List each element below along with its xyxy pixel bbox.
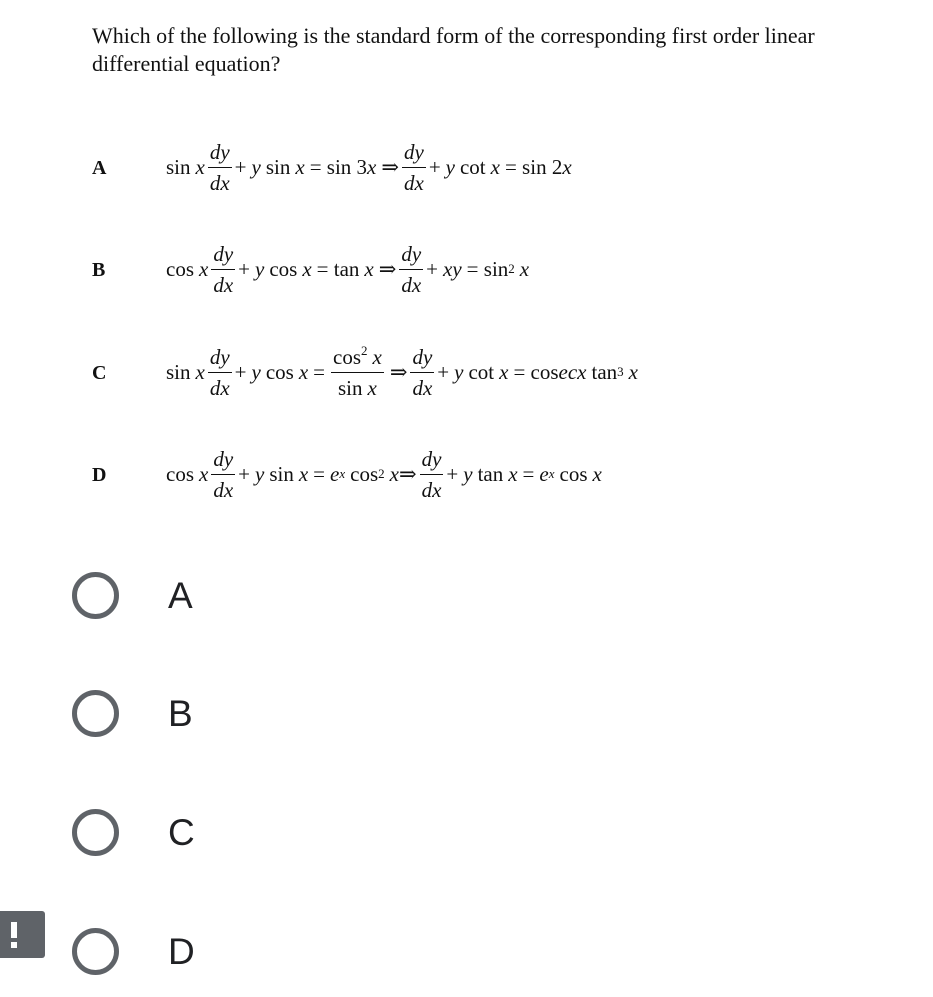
choice-d[interactable] (70, 922, 370, 992)
exclamation-icon[interactable] (0, 911, 45, 958)
radio-unchecked-icon[interactable] (72, 572, 119, 619)
radio-unchecked-icon[interactable] (72, 690, 119, 737)
fraction: $\frac{dy}{dx}$ (421, 446, 442, 502)
implies-arrow: ⇒ (389, 359, 408, 384)
implies-arrow: ⇒ (398, 461, 417, 486)
choice-label[interactable]: D (168, 931, 195, 972)
choice-label[interactable]: A (168, 575, 193, 616)
choice-b[interactable] (70, 684, 370, 754)
option-letter: C (92, 362, 107, 384)
option-letter: A (92, 157, 107, 179)
implies-arrow: ⇒ (381, 154, 399, 179)
fraction: $\frac{dy}{dx}$ (209, 139, 230, 195)
option-row-b (0, 234, 933, 304)
choice-c[interactable] (70, 803, 370, 873)
fraction: $\frac{dy}{dx}$ (401, 241, 422, 297)
choice-label[interactable]: C (168, 812, 195, 853)
choice-label[interactable]: B (168, 693, 193, 734)
choice-a[interactable] (70, 566, 370, 636)
option-row-a (0, 132, 933, 202)
fraction: $\frac{dy}{dx}$ (213, 446, 234, 502)
fraction: $\frac{dy}{dx}$ (412, 344, 433, 400)
fraction: $\frac{\cos^2 x}{\text{sin x}}$ (333, 342, 382, 400)
equation-c: sin x $\frac{dy}{dx}$ + y cos x = $\frac{\cos^2 x}{\text{sin x}}$ ⇒ $\frac{dy}{dx}$ + y cot x = cos ecx tan 3 x (166, 342, 638, 400)
option-row-c (0, 337, 933, 407)
radio-unchecked-icon[interactable] (72, 928, 119, 975)
option-letter: D (92, 464, 107, 486)
exclamation-bar (11, 922, 17, 938)
equation-b: cos x $\frac{dy}{dx}$ + y cos x = tan x ⇒ $\frac{dy}{dx}$ + xy = sin 2 x (166, 241, 530, 297)
equation-a: sin x $\frac{dy}{dx}$ + y sin x = sin 3 x ⇒ $\frac{dy}{dx}$ + y cot x = sin 2 x (166, 139, 572, 195)
implies-arrow: ⇒ (378, 256, 397, 281)
fraction: $\frac{dy}{dx}$ (403, 139, 424, 195)
exclamation-dot (11, 942, 17, 948)
question-text: Which of the following is the standard form of the corresponding first order linear differential equation? (92, 23, 815, 76)
option-letter: B (92, 259, 106, 281)
radio-unchecked-icon[interactable] (72, 809, 119, 856)
fraction: $\frac{dy}{dx}$ (213, 241, 234, 297)
fraction: $\frac{dy}{dx}$ (209, 344, 230, 400)
option-row-d (0, 439, 933, 509)
equation-d: cos x $\frac{dy}{dx}$ + y sin x = e x cos 2 x ⇒ $\frac{dy}{dx}$ + y tan x = e x cos x (166, 446, 602, 502)
